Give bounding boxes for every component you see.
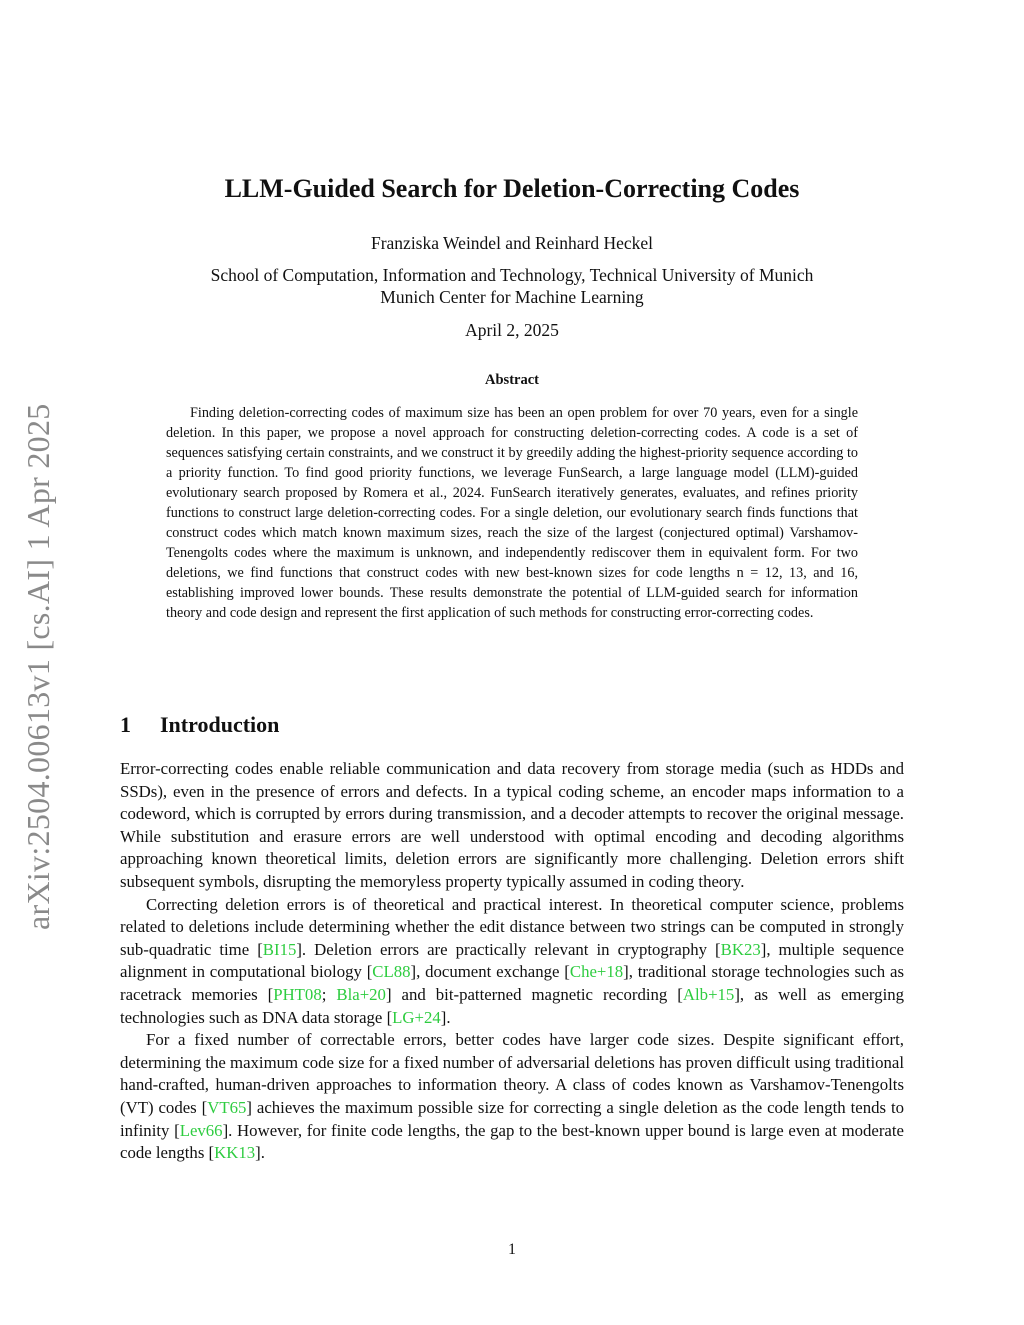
paper-title: LLM-Guided Search for Deletion-Correcting Codes xyxy=(224,174,800,203)
section-number: 1 xyxy=(120,712,131,737)
affiliations xyxy=(120,264,904,308)
abstract-text: Finding deletion-correcting codes of maximum size has been an open problem for over 70 years, even for a single deletion. In this paper, we propose a novel approach for constructing deletion-correcting codes. A code is a set of sequences satisfying certain constraints, and we construct it by greedily adding the highest-priority sequence according to a priority function. To find good priority functions, we leverage FunSearch, a large language model (LLM)-guided evolutionary search proposed by Romera et al., 2024. FunSearch iteratively generates, evaluates, and refines priority functions to construct large deletion-correcting codes. For a single deletion, our evolutionary search finds functions that construct codes which match known maximum sizes, reach the size of the largest (conjectured optimal) Varshamov-Tenengolts codes where the maximum is unknown, and independently rediscover them in equivalent form. For two deletions, we find functions that construct codes with new best-known sizes for code lengths n = 12, 13, and 16, establishing improved lower bounds. These results demonstrate the potential of LLM-guided search for information theory and code design and represent the first application of such methods for constructing error-correcting codes. xyxy=(166,405,858,621)
citation-link[interactable]: KK13 xyxy=(214,1143,256,1163)
arxiv-identifier: arXiv:2504.00613v1 [cs.AI] 1 Apr 2025 xyxy=(20,403,56,930)
text-run: ]. xyxy=(255,1143,265,1163)
citation-link[interactable]: Lev66 xyxy=(179,1120,223,1140)
citation-link[interactable]: BK23 xyxy=(720,939,761,959)
text-run: ]. Deletion errors are practically relevant in cryptography [ xyxy=(296,939,721,959)
text-run: For a fixed number of correctable errors, better codes have larger code sizes. Despite significant effort, determining the maximum code size for a fixed number of adversarial deletions has proven difficult using traditional hand-crafted, human-driven approaches to information theory. A class of codes known as Varshamov-Tenengolts (VT) codes [ xyxy=(120,1030,904,1117)
citation-link[interactable]: CL88 xyxy=(372,962,411,982)
citation-link[interactable]: BI15 xyxy=(262,939,297,959)
text-run: ], document exchange [ xyxy=(410,962,570,982)
affiliation-tum: School of Computation, Information and Technology, Technical University of Munich xyxy=(210,265,814,285)
section-title: Introduction xyxy=(160,712,280,737)
citation-link[interactable]: Bla+20 xyxy=(336,984,386,1004)
paragraph-2 xyxy=(120,894,904,1030)
introduction-body xyxy=(120,758,904,1165)
page-number: 1 xyxy=(508,1241,516,1258)
text-run: ; xyxy=(321,984,337,1004)
citation-link[interactable]: PHT08 xyxy=(273,984,322,1004)
text-run: ], multiple sequence alignment in computational biology [ xyxy=(120,939,904,982)
text-run: ]. However, for finite code lengths, the gap to the best-known upper bound is large even at moderate code lengths [ xyxy=(120,1120,904,1163)
citation-link[interactable]: LG+24 xyxy=(392,1007,441,1027)
abstract-heading: Abstract xyxy=(485,372,539,388)
text-run: ]. xyxy=(440,1007,451,1027)
text-run: Correcting deletion errors is of theoretical and practical interest. In theoretical computer science, problems related to deletions include determining whether the edit distance between two strings can be computed in strongly sub-quadratic time [ xyxy=(120,894,904,959)
citation-link[interactable]: VT65 xyxy=(207,1097,247,1117)
citation-link[interactable]: Alb+15 xyxy=(682,984,735,1004)
author-list: Franziska Weindel and Reinhard Heckel xyxy=(370,233,654,253)
paragraph-1: Error-correcting codes enable reliable communication and data recovery from storage media (such as HDDs and SSDs), even in the presence of errors and defects. In a typical coding scheme, an encoder maps information to a codeword, which is corrupted by errors during transmission, and a decoder attempts to recover the original message. While substitution and erasure errors are well understood with optimal encoding and decoding algorithms approaching known theoretical limits, deletion errors are significantly more challenging. Deletion errors shift subsequent symbols, disrupting the memoryless property typically assumed in coding theory. xyxy=(120,759,904,891)
section-heading xyxy=(120,712,279,738)
publication-date: April 2, 2025 xyxy=(465,320,559,340)
text-run: ], traditional storage technologies such as racetrack memories [ xyxy=(120,962,904,1004)
affiliation-mcml: Munich Center for Machine Learning xyxy=(380,287,644,307)
paragraph-3 xyxy=(120,1029,904,1165)
text-run: ] achieves the maximum possible size for correcting a single deletion as the code length tends to infinity [ xyxy=(120,1097,904,1140)
citation-link[interactable]: Che+18 xyxy=(569,962,624,982)
text-run: ] and bit-patterned magnetic recording [ xyxy=(385,984,683,1004)
text-run: ], as well as emerging technologies such as DNA data storage [ xyxy=(120,984,905,1027)
